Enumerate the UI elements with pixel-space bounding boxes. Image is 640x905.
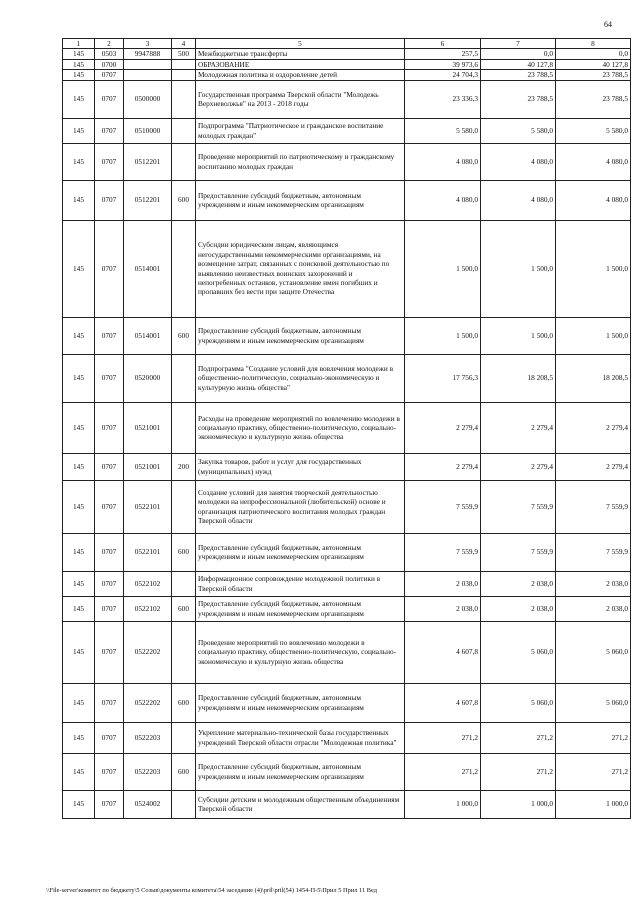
page-number: 64 — [604, 20, 612, 29]
ved-code-cell: 145 — [63, 143, 95, 180]
amount-col8-cell: 1 500,0 — [556, 317, 631, 354]
amount-col8-cell: 23 788,5 — [556, 70, 631, 80]
column-header: 3 — [124, 39, 172, 49]
ved-code-cell: 145 — [63, 70, 95, 80]
section-cell: 0707 — [95, 480, 124, 533]
target-item-cell: 0512201 — [124, 180, 172, 220]
target-item-cell: 0522202 — [124, 683, 172, 722]
amount-col6-cell: 23 336,3 — [405, 80, 481, 118]
table-row — [63, 118, 631, 143]
ved-code-cell: 145 — [63, 683, 95, 722]
expense-type-cell — [172, 480, 196, 533]
amount-col6-cell: 1 500,0 — [405, 317, 481, 354]
amount-col8-cell: 7 559,9 — [556, 480, 631, 533]
amount-col6-cell: 1 500,0 — [405, 220, 481, 317]
amount-col7-cell: 4 080,0 — [481, 180, 556, 220]
table-row — [63, 70, 631, 80]
ved-code-cell: 145 — [63, 722, 95, 753]
amount-col8-cell: 271,2 — [556, 722, 631, 753]
target-item-cell: 0514001 — [124, 220, 172, 317]
expense-type-cell — [172, 722, 196, 753]
section-cell: 0707 — [95, 753, 124, 790]
column-header: 7 — [481, 39, 556, 49]
ved-code-cell: 145 — [63, 596, 95, 621]
target-item-cell: 0520000 — [124, 354, 172, 402]
ved-code-cell: 145 — [63, 80, 95, 118]
ved-code-cell: 145 — [63, 49, 95, 59]
table-row — [63, 453, 631, 480]
amount-col6-cell: 7 559,9 — [405, 533, 481, 571]
ved-code-cell: 145 — [63, 317, 95, 354]
target-item-cell: 0510000 — [124, 118, 172, 143]
amount-col8-cell: 5 060,0 — [556, 621, 631, 683]
column-header: 6 — [405, 39, 481, 49]
amount-col6-cell: 2 038,0 — [405, 596, 481, 621]
section-cell: 0707 — [95, 354, 124, 402]
section-cell: 0707 — [95, 453, 124, 480]
amount-col8-cell: 5 060,0 — [556, 683, 631, 722]
expense-type-cell — [172, 80, 196, 118]
amount-col7-cell: 5 060,0 — [481, 683, 556, 722]
ved-code-cell: 145 — [63, 354, 95, 402]
target-item-cell: 0521001 — [124, 453, 172, 480]
table-row — [63, 220, 631, 317]
section-cell: 0707 — [95, 70, 124, 80]
amount-col6-cell: 1 000,0 — [405, 790, 481, 818]
expense-type-cell: 200 — [172, 453, 196, 480]
table-body — [63, 49, 631, 818]
target-item-cell — [124, 59, 172, 69]
table-row — [63, 49, 631, 59]
section-cell: 0707 — [95, 118, 124, 143]
amount-col6-cell: 2 038,0 — [405, 571, 481, 596]
table-row — [63, 722, 631, 753]
amount-col6-cell: 257,5 — [405, 49, 481, 59]
expense-type-cell — [172, 402, 196, 453]
amount-col8-cell: 0,0 — [556, 49, 631, 59]
ved-code-cell: 145 — [63, 790, 95, 818]
description-cell: Межбюджетные трансферты — [196, 49, 405, 59]
table-row — [63, 480, 631, 533]
column-header: 4 — [172, 39, 196, 49]
target-item-cell: 0514001 — [124, 317, 172, 354]
ved-code-cell: 145 — [63, 180, 95, 220]
description-cell: Предоставление субсидий бюджетным, автономным учреждениям и иным некоммерческим организациям — [196, 317, 405, 354]
ved-code-cell: 145 — [63, 453, 95, 480]
section-cell: 0707 — [95, 533, 124, 571]
description-cell: Закупка товаров, работ и услуг для государственных (муниципальных) нужд — [196, 453, 405, 480]
amount-col8-cell: 7 559,9 — [556, 533, 631, 571]
amount-col7-cell: 271,2 — [481, 722, 556, 753]
amount-col7-cell: 5 060,0 — [481, 621, 556, 683]
section-cell: 0707 — [95, 402, 124, 453]
description-cell: Предоставление субсидий бюджетным, автономным учреждениям и иным некоммерческим организациям — [196, 683, 405, 722]
amount-col6-cell: 24 704,3 — [405, 70, 481, 80]
section-cell: 0707 — [95, 683, 124, 722]
amount-col8-cell: 4 080,0 — [556, 143, 631, 180]
section-cell: 0707 — [95, 790, 124, 818]
table-row — [63, 753, 631, 790]
table-header-row — [63, 39, 631, 49]
expense-type-cell: 600 — [172, 683, 196, 722]
amount-col6-cell: 4 607,8 — [405, 621, 481, 683]
amount-col7-cell: 2 279,4 — [481, 402, 556, 453]
amount-col8-cell: 40 127,8 — [556, 59, 631, 69]
amount-col6-cell: 2 279,4 — [405, 453, 481, 480]
description-cell: Предоставление субсидий бюджетным, автономным учреждениям и иным некоммерческим организациям — [196, 596, 405, 621]
description-cell: Создание условий для занятия творческой деятельностью молодежи на непрофессиональной (любительской) основе и организация патриотического воспитания молодых граждан Тверской области — [196, 480, 405, 533]
table-row — [63, 790, 631, 818]
amount-col8-cell: 2 279,4 — [556, 402, 631, 453]
description-cell: Предоставление субсидий бюджетным, автономным учреждениям и иным некоммерческим организациям — [196, 533, 405, 571]
description-cell: Подпрограмма "Патриотическое и гражданское воспитание молодых граждан" — [196, 118, 405, 143]
section-cell: 0707 — [95, 80, 124, 118]
amount-col7-cell: 7 559,9 — [481, 480, 556, 533]
amount-col8-cell: 4 080,0 — [556, 180, 631, 220]
table-row — [63, 683, 631, 722]
amount-col6-cell: 4 080,0 — [405, 143, 481, 180]
table-row — [63, 596, 631, 621]
expense-type-cell — [172, 59, 196, 69]
table-row — [63, 317, 631, 354]
table-row — [63, 143, 631, 180]
table-row — [63, 354, 631, 402]
target-item-cell: 0522101 — [124, 533, 172, 571]
description-cell: Субсидии детским и молодежным общественным объединениям Тверской области — [196, 790, 405, 818]
expense-type-cell: 500 — [172, 49, 196, 59]
description-cell: Проведение мероприятий по патриотическому и гражданскому воспитанию молодых граждан — [196, 143, 405, 180]
table-row — [63, 621, 631, 683]
amount-col7-cell: 2 038,0 — [481, 571, 556, 596]
table-row — [63, 571, 631, 596]
description-cell: Субсидии юридическим лицам, являющимся негосударственными некоммерческими организациями, на возмещение затрат, связанных с поисковой деятельностью по выявлению неизвестных воинских захоронений и непогребенных останков, установление имен погибших и пропавших без вести при защите Отечества — [196, 220, 405, 317]
expense-type-cell — [172, 70, 196, 80]
section-cell: 0707 — [95, 621, 124, 683]
amount-col6-cell: 7 559,9 — [405, 480, 481, 533]
amount-col6-cell: 2 279,4 — [405, 402, 481, 453]
amount-col8-cell: 2 038,0 — [556, 596, 631, 621]
table-row — [63, 533, 631, 571]
expense-type-cell: 600 — [172, 180, 196, 220]
table-row — [63, 402, 631, 453]
description-cell: Расходы на проведение мероприятий по вовлечению молодежи в социальную практику, общественно-политическую, социально-экономическую и культурную жизнь общества — [196, 402, 405, 453]
expense-type-cell — [172, 790, 196, 818]
amount-col8-cell: 1 500,0 — [556, 220, 631, 317]
amount-col8-cell: 271,2 — [556, 753, 631, 790]
amount-col8-cell: 2 038,0 — [556, 571, 631, 596]
amount-col6-cell: 5 580,0 — [405, 118, 481, 143]
table-row — [63, 180, 631, 220]
expense-type-cell: 600 — [172, 596, 196, 621]
table-row — [63, 59, 631, 69]
amount-col7-cell: 18 208,5 — [481, 354, 556, 402]
target-item-cell: 0522102 — [124, 596, 172, 621]
amount-col7-cell: 40 127,8 — [481, 59, 556, 69]
ved-code-cell: 145 — [63, 753, 95, 790]
amount-col8-cell: 23 788,5 — [556, 80, 631, 118]
section-cell: 0700 — [95, 59, 124, 69]
column-header: 1 — [63, 39, 95, 49]
section-cell: 0707 — [95, 596, 124, 621]
target-item-cell: 0522202 — [124, 621, 172, 683]
expense-type-cell: 600 — [172, 533, 196, 571]
description-cell: Проведение мероприятий по вовлечению молодежи в социальную практику, общественно-политическую, социально-экономическую и культурную жизнь общества — [196, 621, 405, 683]
amount-col8-cell: 5 580,0 — [556, 118, 631, 143]
description-cell: Информационное сопровождение молодежной политики в Тверской области — [196, 571, 405, 596]
ved-code-cell: 145 — [63, 59, 95, 69]
amount-col6-cell: 17 756,3 — [405, 354, 481, 402]
amount-col7-cell: 23 788,5 — [481, 80, 556, 118]
target-item-cell: 0500000 — [124, 80, 172, 118]
description-cell: ОБРАЗОВАНИЕ — [196, 59, 405, 69]
description-cell: Предоставление субсидий бюджетным, автономным учреждениям и иным некоммерческим организациям — [196, 753, 405, 790]
target-item-cell: 0524002 — [124, 790, 172, 818]
section-cell: 0707 — [95, 722, 124, 753]
section-cell: 0707 — [95, 220, 124, 317]
target-item-cell: 0522101 — [124, 480, 172, 533]
ved-code-cell: 145 — [63, 533, 95, 571]
section-cell: 0707 — [95, 317, 124, 354]
amount-col8-cell: 1 000,0 — [556, 790, 631, 818]
column-header: 5 — [196, 39, 405, 49]
expense-type-cell — [172, 118, 196, 143]
ved-code-cell: 145 — [63, 220, 95, 317]
expense-type-cell — [172, 354, 196, 402]
target-item-cell: 0522102 — [124, 571, 172, 596]
ved-code-cell: 145 — [63, 402, 95, 453]
target-item-cell: 0521001 — [124, 402, 172, 453]
description-cell: Молодежная политика и оздоровление детей — [196, 70, 405, 80]
target-item-cell: 9947888 — [124, 49, 172, 59]
column-header: 2 — [95, 39, 124, 49]
amount-col7-cell: 1 000,0 — [481, 790, 556, 818]
budget-table — [62, 38, 631, 819]
amount-col8-cell: 18 208,5 — [556, 354, 631, 402]
amount-col7-cell: 7 559,9 — [481, 533, 556, 571]
expense-type-cell — [172, 621, 196, 683]
section-cell: 0503 — [95, 49, 124, 59]
amount-col7-cell: 2 038,0 — [481, 596, 556, 621]
table-row — [63, 80, 631, 118]
amount-col7-cell: 5 580,0 — [481, 118, 556, 143]
amount-col8-cell: 2 279,4 — [556, 453, 631, 480]
amount-col7-cell: 0,0 — [481, 49, 556, 59]
amount-col7-cell: 2 279,4 — [481, 453, 556, 480]
expense-type-cell — [172, 571, 196, 596]
target-item-cell: 0522203 — [124, 753, 172, 790]
amount-col7-cell: 1 500,0 — [481, 317, 556, 354]
expense-type-cell: 600 — [172, 753, 196, 790]
amount-col7-cell: 1 500,0 — [481, 220, 556, 317]
target-item-cell: 0512201 — [124, 143, 172, 180]
target-item-cell — [124, 70, 172, 80]
ved-code-cell: 145 — [63, 118, 95, 143]
ved-code-cell: 145 — [63, 621, 95, 683]
section-cell: 0707 — [95, 180, 124, 220]
section-cell: 0707 — [95, 571, 124, 596]
target-item-cell: 0522203 — [124, 722, 172, 753]
expense-type-cell — [172, 220, 196, 317]
amount-col6-cell: 4 080,0 — [405, 180, 481, 220]
amount-col7-cell: 23 788,5 — [481, 70, 556, 80]
amount-col6-cell: 271,2 — [405, 753, 481, 790]
description-cell: Подпрограмма "Создание условий для вовлечения молодежи в общественно-политическую, социально-экономическую и культурную жизнь общества" — [196, 354, 405, 402]
description-cell: Укрепление материально-технической базы государственных учреждений Тверской области отрасли "Молодежная политика" — [196, 722, 405, 753]
amount-col7-cell: 271,2 — [481, 753, 556, 790]
expense-type-cell: 600 — [172, 317, 196, 354]
column-header: 8 — [556, 39, 631, 49]
amount-col7-cell: 4 080,0 — [481, 143, 556, 180]
ved-code-cell: 145 — [63, 480, 95, 533]
description-cell: Государственная программа Тверской области "Молодежь Верхневолжья" на 2013 - 2018 годы — [196, 80, 405, 118]
amount-col6-cell: 4 607,8 — [405, 683, 481, 722]
amount-col6-cell: 39 973,6 — [405, 59, 481, 69]
expense-type-cell — [172, 143, 196, 180]
footer-file-path: \\File-server\комитет по бюджету\5 Созыв\документы комитета\54 заседание (4)\pril\pril(54) 1454-П-5\Прил 5 Прил 11 Вед — [46, 887, 378, 894]
description-cell: Предоставление субсидий бюджетным, автономным учреждениям и иным некоммерческим организациям — [196, 180, 405, 220]
amount-col6-cell: 271,2 — [405, 722, 481, 753]
section-cell: 0707 — [95, 143, 124, 180]
ved-code-cell: 145 — [63, 571, 95, 596]
